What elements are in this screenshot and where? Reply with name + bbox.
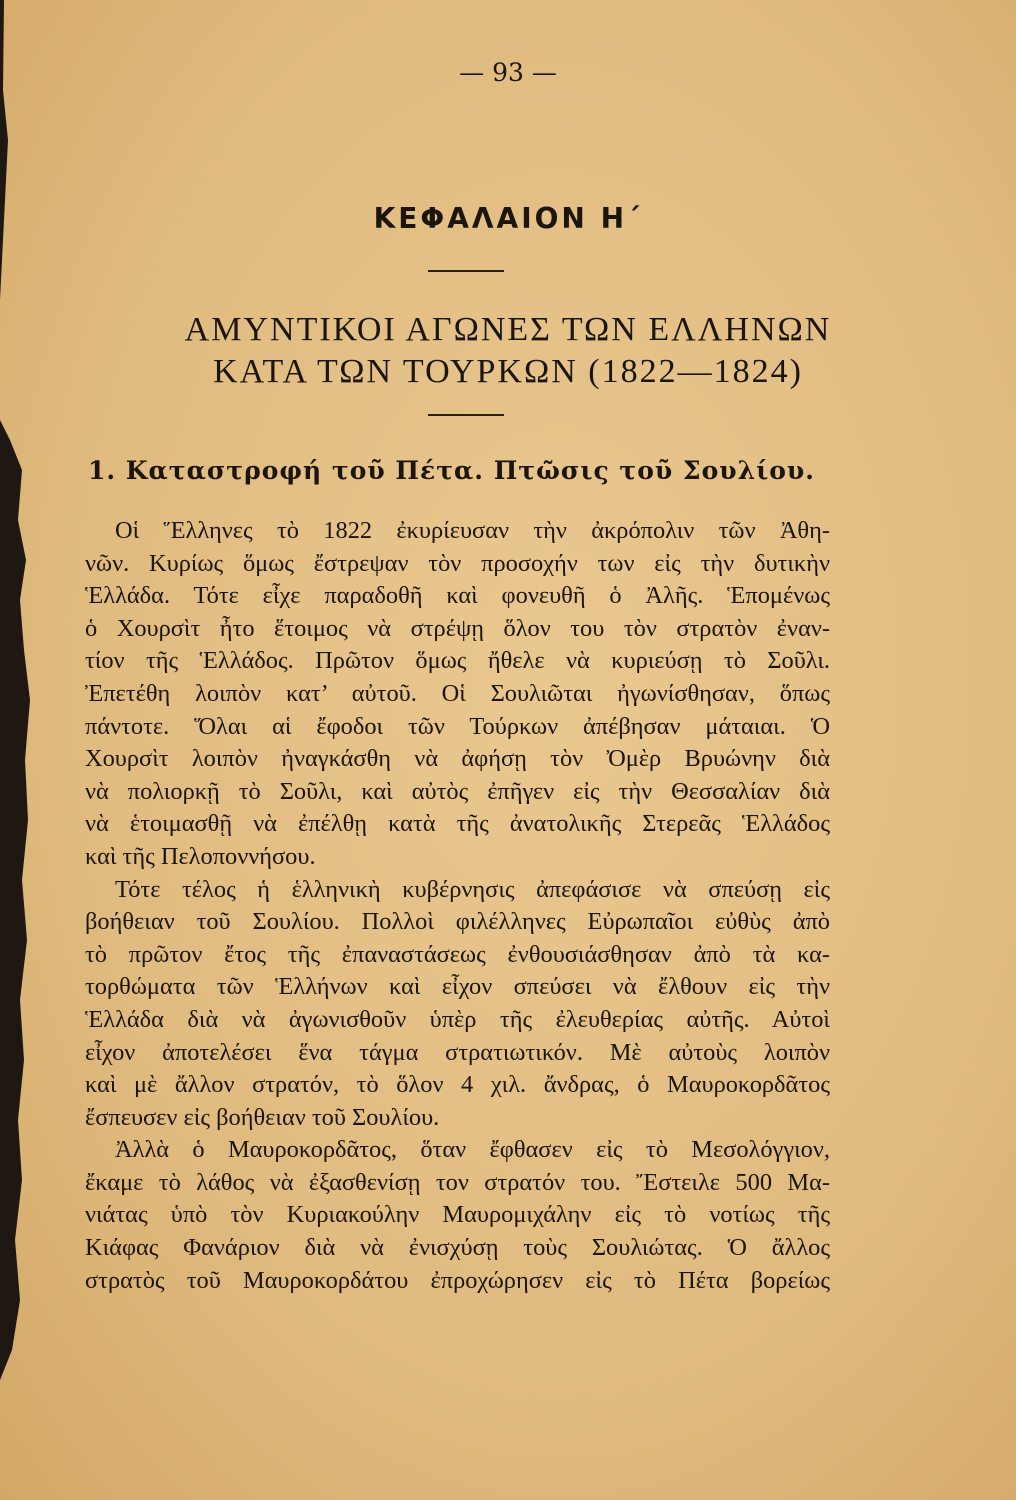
text-line: ἔκαμε τὸ λάθος νὰ ἐξασθενίσῃ τον στρατόν του. Ἔστειλε 500 Μα- bbox=[85, 1168, 830, 1196]
body-text bbox=[85, 515, 830, 1297]
text-line: εἶχον ἀποτελέσει ἕνα τάγμα στρατιωτικόν. Μὲ αὐτοὺς λοιπὸν bbox=[85, 1038, 830, 1066]
text-line: Χουρσὶτ λοιπὸν ἠναγκάσθη νὰ ἀφήσῃ τὸν Ὀμὲρ Βρυώνην διὰ bbox=[85, 745, 830, 773]
text-line: νῶν. Κυρίως ὅμως ἔστρεψαν τὸν προσοχήν των εἰς τὴν δυτικὴν bbox=[85, 549, 830, 577]
text-line: τίον τῆς Ἑλλάδος. Πρῶτον ὅμως ἤθελε νὰ κυριεύσῃ τὸ Σοῦλι. bbox=[85, 647, 830, 675]
text-line: ὁ Χουρσὶτ ἦτο ἕτοιμος νὰ στρέψῃ ὅλον του τὸν στρατὸν ἐναν- bbox=[85, 614, 830, 642]
chapter-title: ΚΕΦΑΛΑΙΟΝ Η΄ bbox=[373, 202, 643, 235]
text-line: Τότε τέλος ἡ ἑλληνικὴ κυβέρνησις ἀπεφάσισε νὰ σπεύσῃ εἰς bbox=[115, 875, 830, 903]
text-line: στρατὸς τοῦ Μαυροκορδάτου ἐπροχώρησεν εἰς τὸ Πέτα βορείως bbox=[85, 1266, 830, 1294]
text-line: τὸ πρῶτον ἔτος τῆς ἐπαναστάσεως ἐνθουσιάσθησαν ἀπὸ τὰ κα- bbox=[85, 940, 830, 968]
text-line: Ἐπετέθη λοιπὸν κατ’ αὐτοῦ. Οἱ Σουλιῶται ἠγωνίσθησαν, ὅπως bbox=[85, 679, 830, 707]
text-line: ἔσπευσεν εἰς βοήθειαν τοῦ Σουλίου. bbox=[85, 1103, 440, 1131]
divider-rule bbox=[428, 414, 504, 416]
text-line: Οἱ Ἕλληνες τὸ 1822 ἐκυρίευσαν τὴν ἀκρόπολιν τῶν Ἀθη- bbox=[115, 517, 830, 544]
text-line: Ἀλλὰ ὁ Μαυροκορδᾶτος, ὅταν ἔφθασεν εἰς τὸ Μεσολόγγιον, bbox=[115, 1136, 830, 1164]
text-line: βοήθειαν τοῦ Σουλίου. Πολλοὶ φιλέλληνες Εὐρωπαῖοι εὐθὺς ἀπὸ bbox=[85, 908, 830, 936]
text-line: πάντοτε. Ὅλαι αἱ ἔφοδοι τῶν Τούρκων ἀπέβησαν μάταιαι. Ὁ bbox=[85, 712, 830, 740]
text-line: νὰ ἑτοιμασθῇ νὰ ἐπέλθῃ κατὰ τῆς ἀνατολικῆς Στερεᾶς Ἑλλάδος bbox=[85, 810, 830, 838]
page-number: — 93 — bbox=[459, 58, 557, 87]
text-line: τορθώματα τῶν Ἑλλήνων καὶ εἶχον σπεύσει νὰ ἔλθουν εἰς τὴν bbox=[85, 973, 830, 1001]
text-line: καὶ τῆς Πελοποννήσου. bbox=[85, 842, 316, 870]
text-line: Ἑλλάδα. Τότε εἶχε παραδοθῆ καὶ φονευθῆ ὁ Ἀλῆς. Ἑπομένως bbox=[85, 582, 830, 610]
main-title-line-1: ΑΜΥΝΤΙΚΟΙ ΑΓΩΝΕΣ ΤΩΝ ΕΛΛΗΝΩΝ bbox=[184, 311, 832, 348]
main-title-line-2: ΚΑΤΑ ΤΩΝ ΤΟΥΡΚΩΝ (1822—1824) bbox=[213, 353, 803, 390]
section-heading: 1. Καταστροφή τοῦ Πέτα. Πτῶσις τοῦ Σουλίου. bbox=[88, 456, 815, 485]
text-line: Κιάφας Φανάριον διὰ νὰ ἐνισχύσῃ τοὺς Σουλιώτας. Ὁ ἄλλος bbox=[85, 1234, 830, 1262]
text-line: Ἑλλάδα διὰ νὰ ἀγωνισθοῦν ὑπὲρ τῆς ἐλευθερίας αὐτῆς. Αὐτοὶ bbox=[85, 1005, 830, 1033]
text-line: καὶ μὲ ἄλλον στρατόν, τὸ ὅλον 4 χιλ. ἄνδρας, ὁ Μαυροκορδᾶτος bbox=[85, 1071, 830, 1099]
text-line: νιάτας ὑπὸ τὸν Κυριακούλην Μαυρομιχάλην εἰς τὸ νοτίως τῆς bbox=[85, 1201, 830, 1229]
divider-rule bbox=[428, 270, 504, 272]
text-line: νὰ πολιορκῇ τὸ Σοῦλι, καὶ αὐτὸς ἐπῆγεν εἰς τὴν Θεσσαλίαν διὰ bbox=[85, 777, 830, 805]
